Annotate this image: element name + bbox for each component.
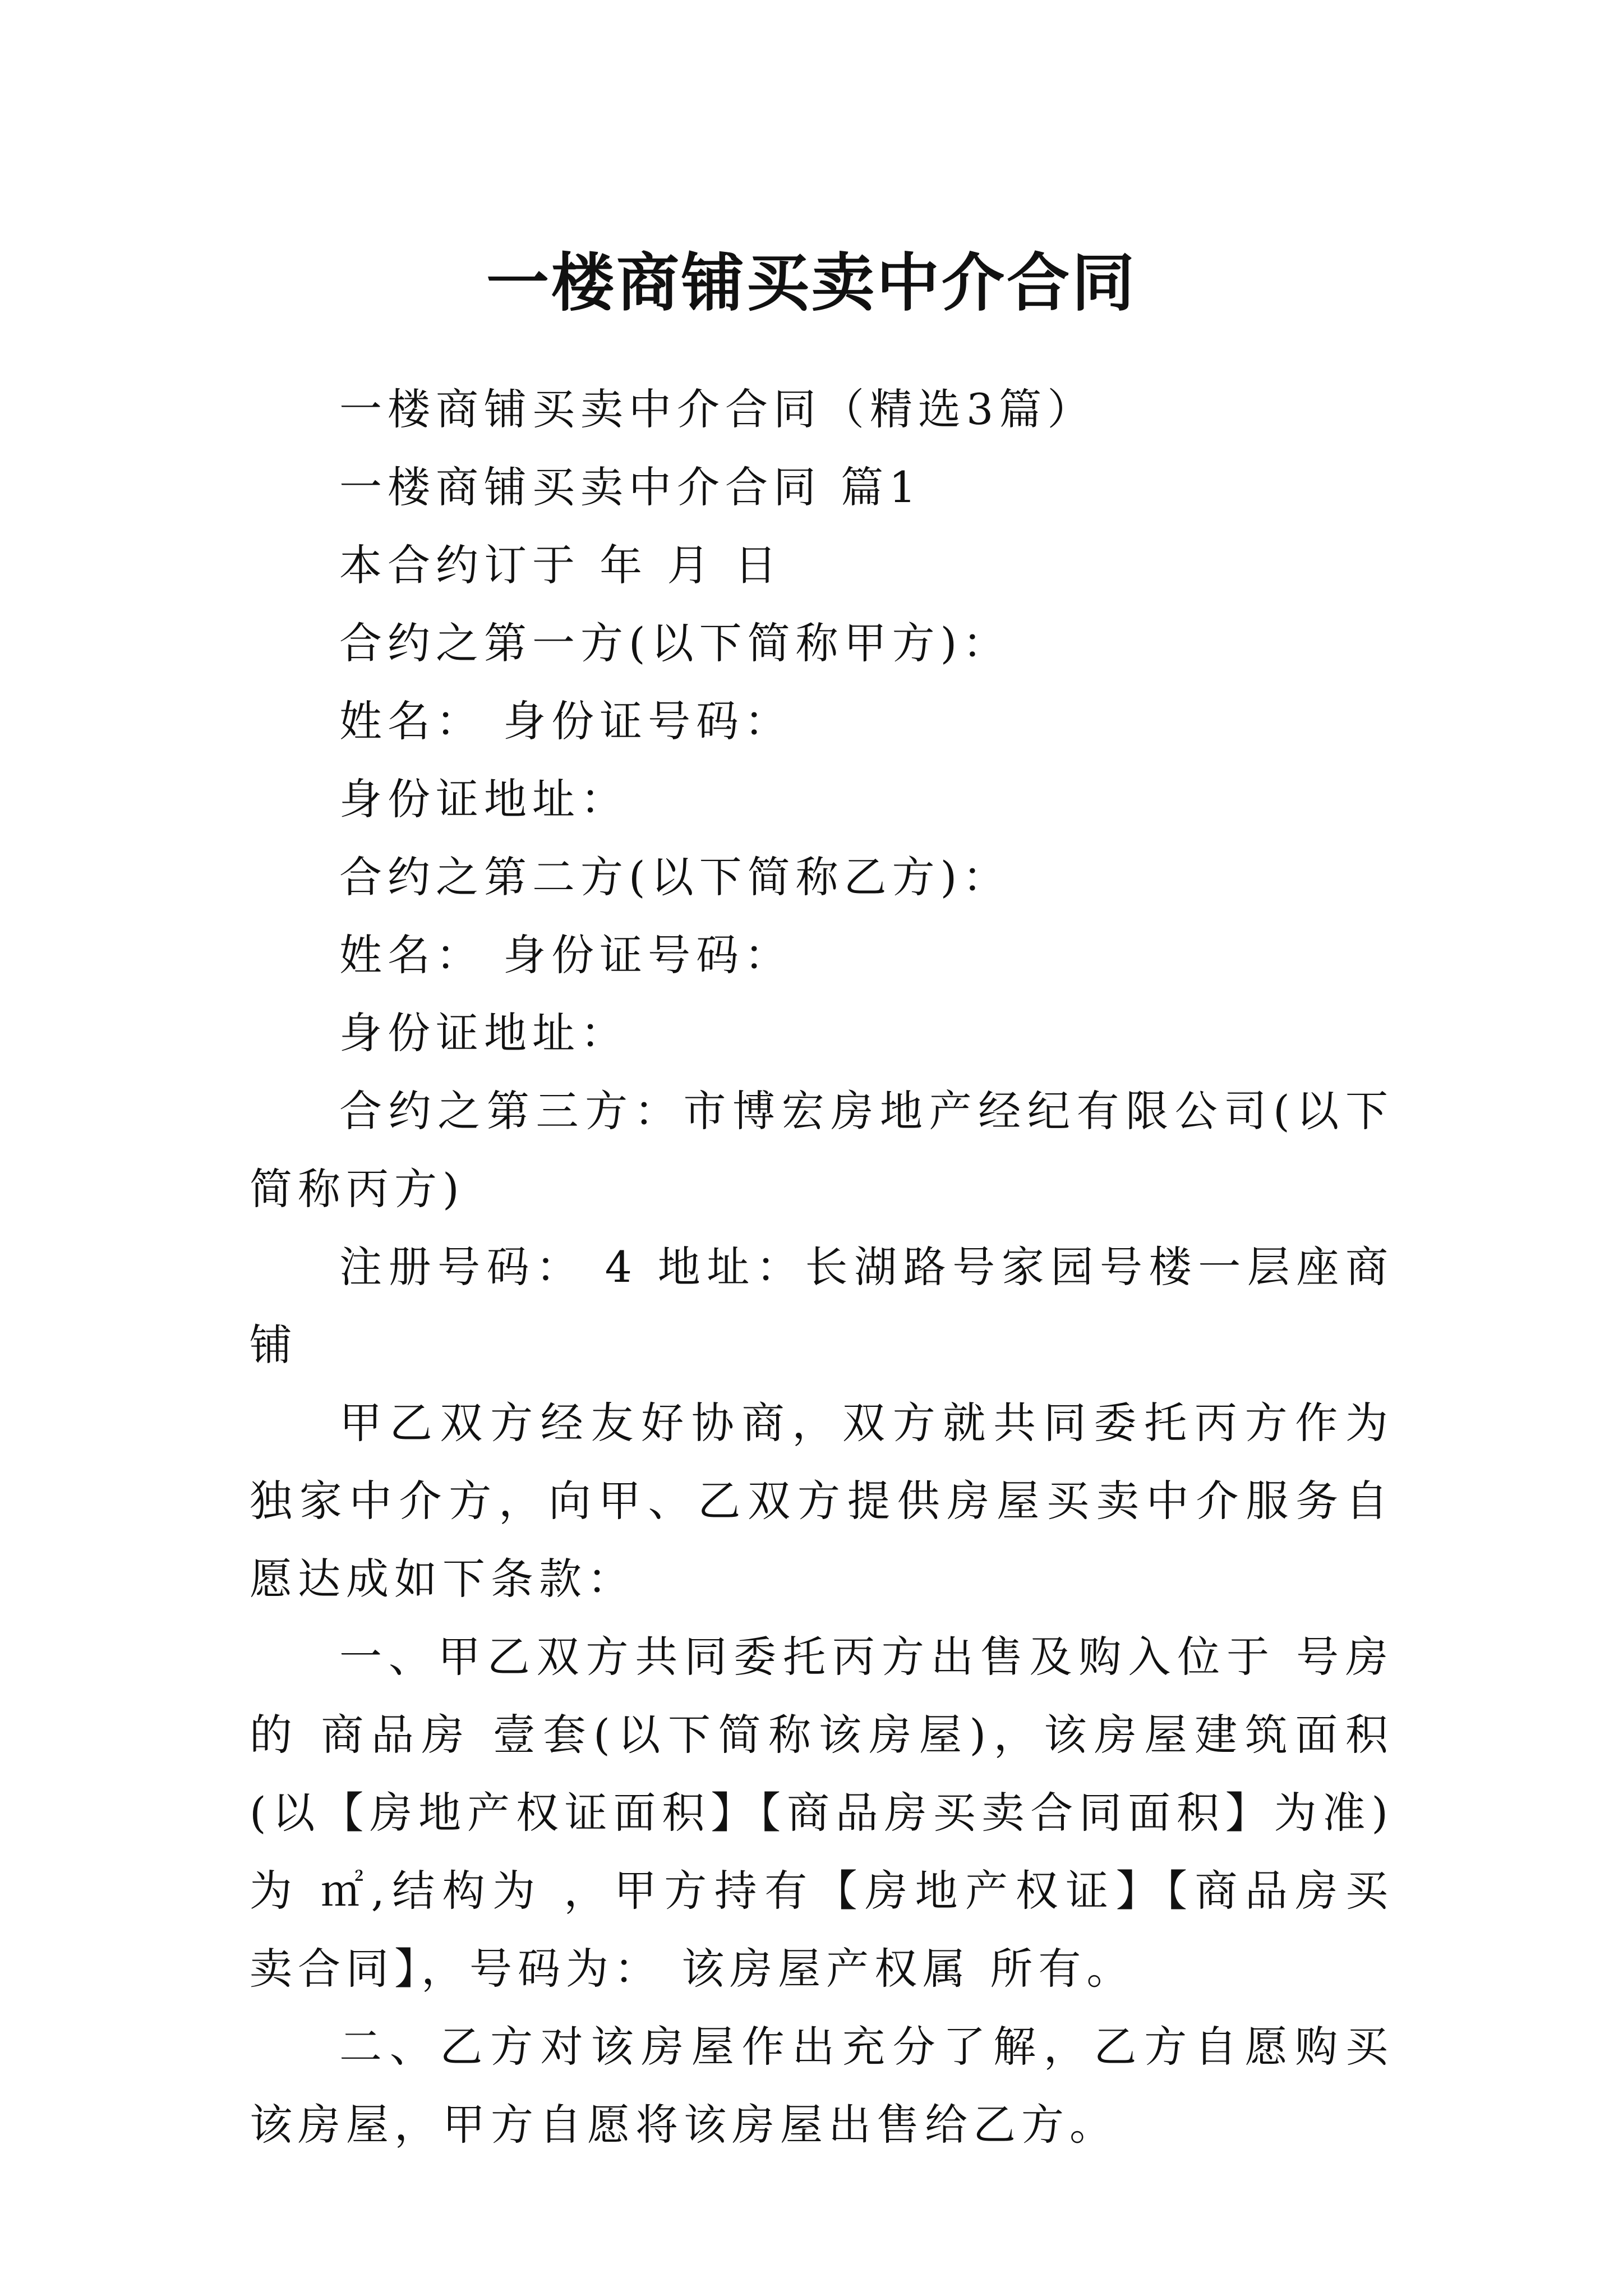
document-body bbox=[250, 370, 1394, 2164]
party-b-address: 身份证地址： bbox=[339, 1008, 629, 1058]
clause-1: 一、甲乙双方共同委托丙方出售及购入位于 号房的 商品房 壹套(以下简称该房屋)，该房屋建筑面积(以【房地产权证面积】【商品房买卖合同面积】为准)为 ㎡,结构为 ，甲方持有【房地产权证】【商品房买卖合同】，号码为： 该房屋产权属 所有。 bbox=[250, 1632, 1394, 1994]
contract-date-line: 本合约订于 年 月 日 bbox=[339, 540, 783, 590]
agreement-intro: 甲乙双方经友好协商，双方就共同委托丙方作为独家中介方，向甲、乙双方提供房屋买卖中介服务自愿达成如下条款： bbox=[250, 1398, 1394, 1604]
document-title: 一楼商铺买卖中介合同 bbox=[486, 246, 1137, 320]
party-c-heading: 合约之第三方：市博宏房地产经纪有限公司(以下简称丙方) bbox=[250, 1086, 1394, 1214]
party-a-address: 身份证地址： bbox=[339, 774, 629, 824]
party-a-name-id: 姓名： 身份证号码： bbox=[339, 696, 793, 746]
heading-selected-collection: 一楼商铺买卖中介合同（精选3篇） bbox=[339, 384, 1096, 434]
clause-2: 二、乙方对该房屋作出充分了解，乙方自愿购买该房屋，甲方自愿将该房屋出售给乙方。 bbox=[250, 2022, 1394, 2150]
party-b-heading: 合约之第二方(以下简称乙方)： bbox=[339, 852, 1011, 902]
heading-part-1: 一楼商铺买卖中介合同 篇1 bbox=[339, 462, 922, 512]
party-c-registration: 注册号码： 4 地址：长湖路号家园号楼一层座商铺 bbox=[250, 1242, 1394, 1370]
party-b-name-id: 姓名： 身份证号码： bbox=[339, 930, 793, 980]
party-a-heading: 合约之第一方(以下简称甲方)： bbox=[339, 618, 1011, 668]
